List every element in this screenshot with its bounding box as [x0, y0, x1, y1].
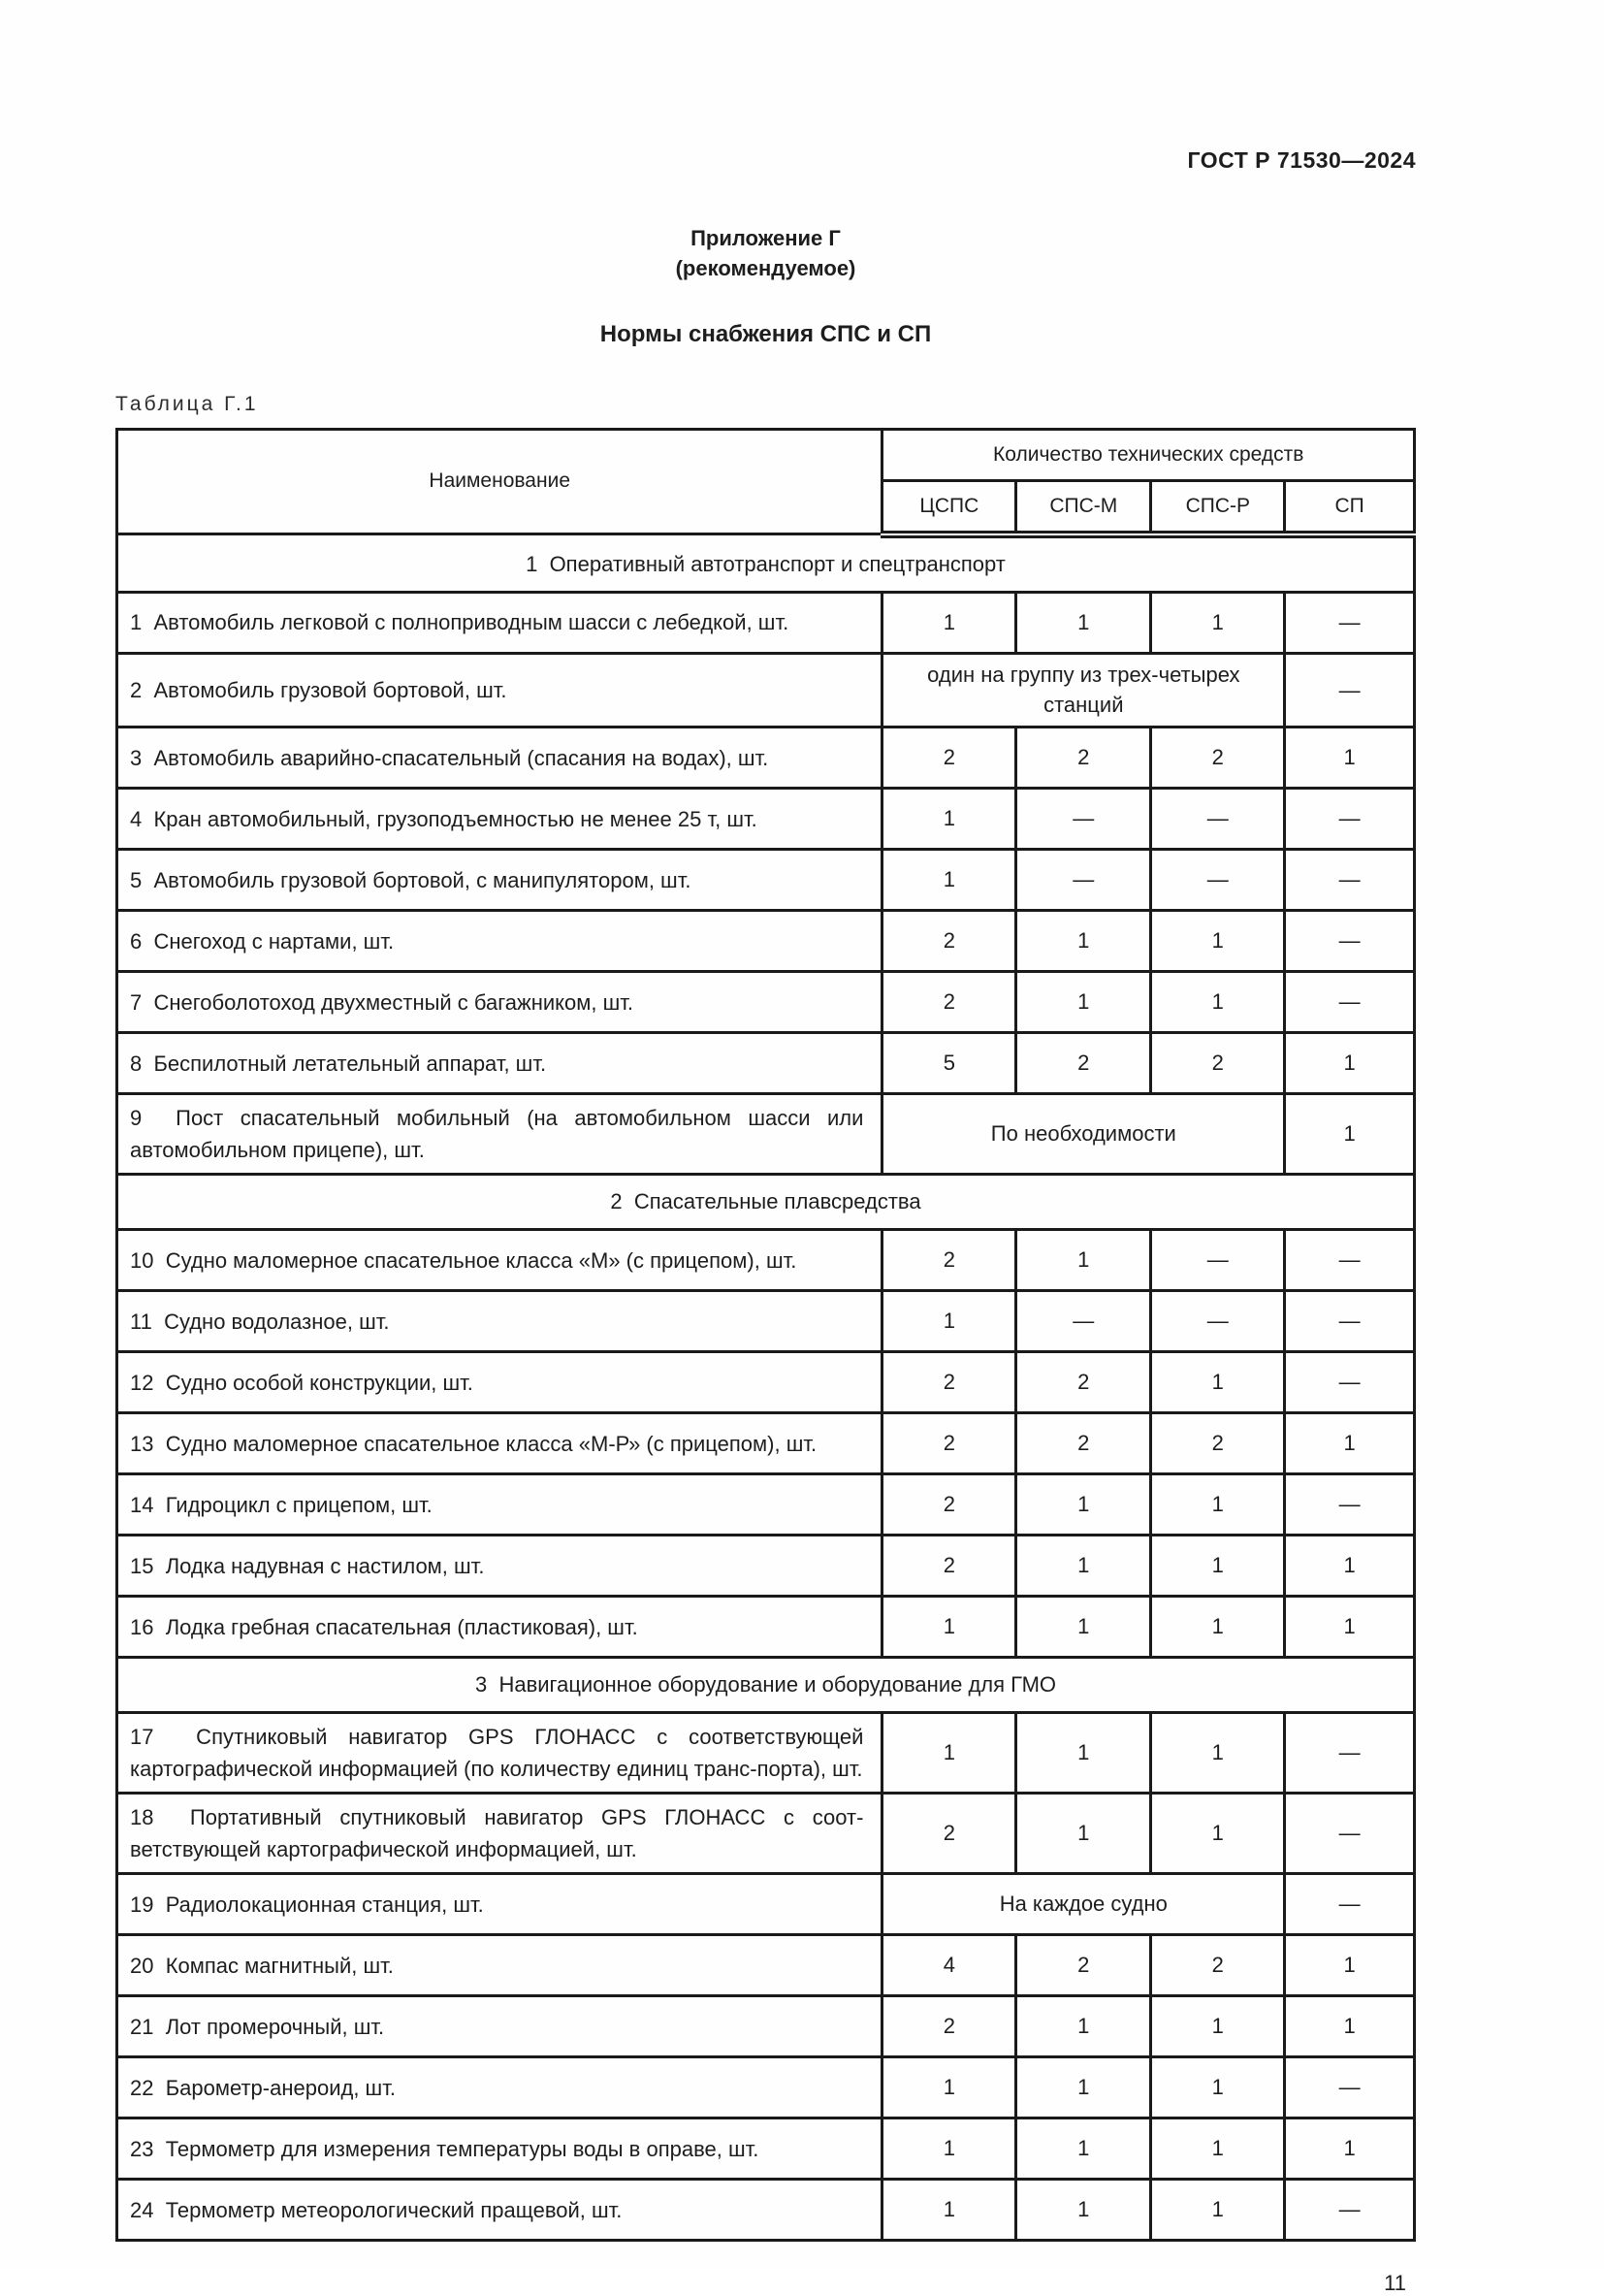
item-name-cell: 10 Судно маломерное спасательное класса «М» (с прицепом), шт.: [117, 1230, 882, 1291]
item-name-cell: 8 Беспилотный летательный аппарат, шт.: [117, 1033, 882, 1094]
page-title: Нормы снабжения СПС и СП: [599, 320, 932, 347]
value-cell: 1: [1151, 1597, 1285, 1658]
column-header-sp: СП: [1285, 480, 1415, 534]
column-header-cspс: ЦСПС: [882, 480, 1016, 534]
value-cell: 2: [1151, 1413, 1285, 1474]
value-cell: 1: [1016, 1474, 1151, 1536]
table-head: [117, 429, 1415, 534]
table-row: [117, 1291, 1415, 1352]
item-name-cell: 21 Лот промерочный, шт.: [117, 1996, 882, 2057]
value-cell: 1: [1285, 1935, 1415, 1996]
table-row: [117, 1352, 1415, 1413]
appendix-subtitle: (рекомендуемое): [675, 255, 856, 280]
value-cell: 1: [1016, 2118, 1151, 2180]
value-cell: 1: [882, 789, 1016, 850]
table-row: [117, 1794, 1415, 1874]
value-cell: 1: [1285, 1597, 1415, 1658]
value-cell: 2: [882, 1230, 1016, 1291]
table-row: [117, 1935, 1415, 1996]
section-label: 3 Навигационное оборудование и оборудование для ГМО: [117, 1658, 1415, 1713]
value-cell: 1: [1151, 1352, 1285, 1413]
item-name-cell: 6 Снегоход с нартами, шт.: [117, 911, 882, 972]
table-row: [117, 2118, 1415, 2180]
appendix-title: Приложение Г: [690, 226, 841, 250]
value-cell: 1: [1016, 2057, 1151, 2118]
value-cell: 2: [882, 911, 1016, 972]
value-cell: —: [1285, 653, 1415, 728]
value-cell: 1: [882, 850, 1016, 911]
value-cell: 2: [882, 972, 1016, 1033]
value-cell: 1: [1016, 1597, 1151, 1658]
table-row: [117, 1996, 1415, 2057]
value-cell: 2: [882, 1474, 1016, 1536]
section-row: [117, 534, 1415, 593]
column-header-sps-r: СПС-Р: [1151, 480, 1285, 534]
item-name-cell: 7 Снегоболотоход двухместный с багажником, шт.: [117, 972, 882, 1033]
value-cell: 2: [1016, 1352, 1151, 1413]
table-row: [117, 1094, 1415, 1175]
value-cell: 1: [1151, 1536, 1285, 1597]
value-cell: 1: [1285, 728, 1415, 789]
value-cell: —: [1285, 592, 1415, 653]
value-cell: 1: [1016, 1794, 1151, 1874]
document-code: ГОСТ Р 71530—2024: [1187, 147, 1416, 173]
item-name-cell: 16 Лодка гребная спасательная (пластиковая), шт.: [117, 1597, 882, 1658]
value-cell: —: [1151, 789, 1285, 850]
value-cell: 1: [1151, 2118, 1285, 2180]
value-cell: —: [1151, 1291, 1285, 1352]
item-name-cell: 22 Барометр-анероид, шт.: [117, 2057, 882, 2118]
item-name-cell: 4 Кран автомобильный, грузоподъемностью не менее 25 т, шт.: [117, 789, 882, 850]
table-row: [117, 1597, 1415, 1658]
value-cell: 2: [882, 728, 1016, 789]
value-cell: 1: [1151, 911, 1285, 972]
value-cell: 1: [1151, 2057, 1285, 2118]
table-row: [117, 1874, 1415, 1935]
value-cell: 2: [882, 1413, 1016, 1474]
value-cell: —: [1285, 1230, 1415, 1291]
value-cell: —: [1285, 850, 1415, 911]
value-cell: 2: [1151, 1033, 1285, 1094]
page-number: 11: [1384, 2271, 1406, 2296]
value-cell: —: [1285, 1352, 1415, 1413]
table-row: [117, 2057, 1415, 2118]
supply-norms-table: [115, 428, 1416, 2243]
value-cell: —: [1285, 1874, 1415, 1935]
value-cell: —: [1285, 1713, 1415, 1794]
value-cell: 1: [1016, 972, 1151, 1033]
item-name-cell: 5 Автомобиль грузовой бортовой, с манипулятором, шт.: [117, 850, 882, 911]
value-cell: —: [1285, 789, 1415, 850]
value-cell: 2: [1151, 728, 1285, 789]
value-cell: 1: [1151, 592, 1285, 653]
value-cell: 1: [1016, 1230, 1151, 1291]
value-cell: 1: [882, 2118, 1016, 2180]
value-cell: 2: [882, 1536, 1016, 1597]
column-group-header: Количество технических средств: [882, 429, 1415, 480]
value-cell: 1: [1016, 1536, 1151, 1597]
value-cell: 1: [1285, 1094, 1415, 1175]
value-cell: 1: [1151, 1713, 1285, 1794]
table-row: [117, 850, 1415, 911]
value-cell: 2: [882, 1996, 1016, 2057]
item-name-cell: 13 Судно маломерное спасательное класса «М-Р» (с прицепом), шт.: [117, 1413, 882, 1474]
section-label: 2 Спасательные плавсредства: [117, 1175, 1415, 1230]
table-row: [117, 911, 1415, 972]
item-name-cell: 24 Термометр метеорологический пращевой, шт.: [117, 2180, 882, 2241]
table-row: [117, 1033, 1415, 1094]
value-cell: —: [1016, 1291, 1151, 1352]
value-cell: 1: [1285, 1413, 1415, 1474]
value-cell: —: [1285, 1291, 1415, 1352]
table-row: [117, 1474, 1415, 1536]
value-cell: —: [1285, 2057, 1415, 2118]
value-cell: 1: [882, 1291, 1016, 1352]
item-name-cell: 20 Компас магнитный, шт.: [117, 1935, 882, 1996]
table-row: [117, 592, 1415, 653]
item-name-cell: 11 Судно водолазное, шт.: [117, 1291, 882, 1352]
value-cell: —: [1285, 1794, 1415, 1874]
item-name-cell: 12 Судно особой конструкции, шт.: [117, 1352, 882, 1413]
table-row: [117, 653, 1415, 728]
table-row: [117, 1713, 1415, 1794]
value-cell: 1: [1151, 2180, 1285, 2241]
value-cell: 5: [882, 1033, 1016, 1094]
value-cell: 1: [1151, 972, 1285, 1033]
value-cell: 2: [1016, 1033, 1151, 1094]
value-cell: 2: [882, 1794, 1016, 1874]
value-cell: 1: [882, 2057, 1016, 2118]
value-cell: 1: [882, 1713, 1016, 1794]
table-row: [117, 2180, 1415, 2241]
item-name-cell: 23 Термометр для измерения температуры воды в оправе, шт.: [117, 2118, 882, 2180]
table-row: [117, 789, 1415, 850]
column-header-name: Наименование: [117, 429, 882, 534]
header-row-top: [117, 429, 1415, 480]
value-cell: 1: [1285, 1536, 1415, 1597]
value-cell: —: [1151, 850, 1285, 911]
value-cell: 2: [1016, 728, 1151, 789]
value-cell: —: [1151, 1230, 1285, 1291]
section-label: 1 Оперативный автотранспорт и спецтранспорт: [117, 534, 1415, 593]
value-cell: 1: [1016, 911, 1151, 972]
value-cell: 1: [882, 2180, 1016, 2241]
item-name-cell: 19 Радиолокационная станция, шт.: [117, 1874, 882, 1935]
table-label: Таблица Г.1: [115, 392, 259, 415]
value-cell: —: [1285, 1474, 1415, 1536]
value-cell: 1: [1151, 1996, 1285, 2057]
item-name-cell: 15 Лодка надувная с настилом, шт.: [117, 1536, 882, 1597]
table-row: [117, 972, 1415, 1033]
value-cell: 2: [1016, 1413, 1151, 1474]
value-cell: 4: [882, 1935, 1016, 1996]
item-name-cell: 1 Автомобиль легковой с полноприводным шасси с лебедкой, шт.: [117, 592, 882, 653]
section-row: [117, 1658, 1415, 1713]
table-row: [117, 1536, 1415, 1597]
column-header-sps-m: СПС-М: [1016, 480, 1151, 534]
value-cell: 2: [1151, 1935, 1285, 1996]
value-cell: —: [1285, 2180, 1415, 2241]
merged-value-cell: По необходимости: [882, 1094, 1285, 1175]
value-cell: 2: [1016, 1935, 1151, 1996]
table-row: [117, 1413, 1415, 1474]
value-cell: 1: [1151, 1794, 1285, 1874]
merged-value-cell: На каждое судно: [882, 1874, 1285, 1935]
value-cell: 1: [1285, 1033, 1415, 1094]
value-cell: 2: [882, 1352, 1016, 1413]
value-cell: —: [1285, 911, 1415, 972]
item-name-cell: 17 Спутниковый навигатор GPS ГЛОНАСС с соответствующей картографической информацией (по количеству единиц транс-порта), шт.: [117, 1713, 882, 1794]
item-name-cell: 2 Автомобиль грузовой бортовой, шт.: [117, 653, 882, 728]
value-cell: 1: [1285, 1996, 1415, 2057]
table-row: [117, 1230, 1415, 1291]
item-name-cell: 9 Пост спасательный мобильный (на автомобильном шасси или автомобильном прицепе), шт.: [117, 1094, 882, 1175]
value-cell: 1: [1285, 2118, 1415, 2180]
value-cell: 1: [1016, 1996, 1151, 2057]
page-content: [115, 0, 1416, 2296]
item-name-cell: 3 Автомобиль аварийно-спасательный (спасания на водах), шт.: [117, 728, 882, 789]
value-cell: —: [1016, 850, 1151, 911]
value-cell: 1: [1016, 592, 1151, 653]
item-name-cell: 18 Портативный спутниковый навигатор GPS ГЛОНАСС с соот-ветствующей картографической информацией, шт.: [117, 1794, 882, 1874]
section-row: [117, 1175, 1415, 1230]
table-row: [117, 728, 1415, 789]
item-name-cell: 14 Гидроцикл с прицепом, шт.: [117, 1474, 882, 1536]
value-cell: —: [1016, 789, 1151, 850]
value-cell: —: [1285, 972, 1415, 1033]
value-cell: 1: [882, 592, 1016, 653]
value-cell: 1: [1016, 1713, 1151, 1794]
value-cell: 1: [882, 1597, 1016, 1658]
merged-value-cell: один на группу из трех-четырех станций: [882, 653, 1285, 728]
table-body: [117, 534, 1415, 2241]
appendix-heading: [115, 224, 1416, 284]
value-cell: 1: [1016, 2180, 1151, 2241]
value-cell: 1: [1151, 1474, 1285, 1536]
